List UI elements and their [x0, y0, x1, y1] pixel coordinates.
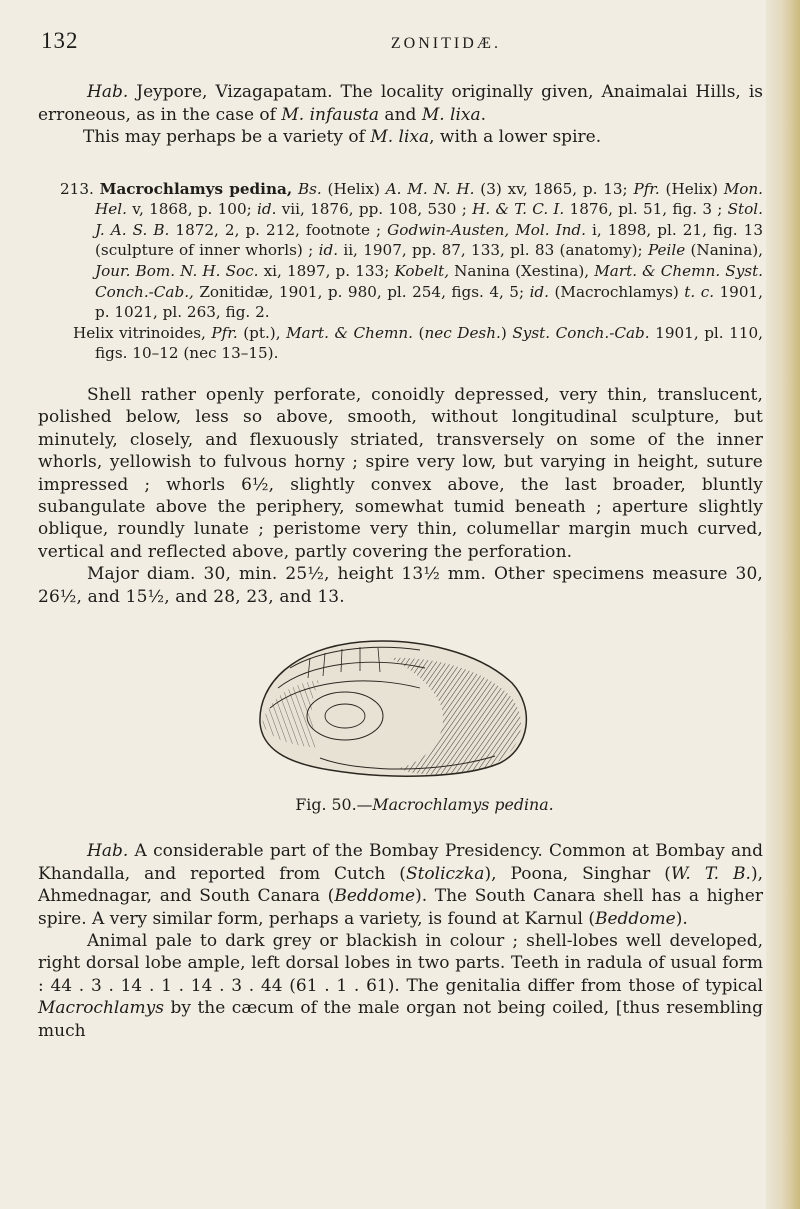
synonymy-text: 1876, pl. 51, fig. 3 ; — [564, 200, 728, 219]
habitat-text: ), Poona, Singhar ( — [484, 863, 671, 884]
habitat-paragraph-2 — [38, 840, 763, 930]
anatomy-text: Animal pale to dark grey or blackish in colour ; shell-lobes well developed, right dorsal lobe ample, left dorsal lobes in two parts. Teeth in radula of usual form : 44 . 3 . 14 . 1 . 14 . 3 . 44 (61 . 1 . 61). The genitalia differ from those of typical — [38, 931, 763, 996]
species-name: M. lixa — [370, 127, 430, 148]
book-page — [38, 30, 763, 1042]
habitat-paragraph — [38, 81, 763, 126]
habitat-italic: Stoliczka — [405, 863, 485, 884]
synonymy-text: Nanina (Xestina), — [449, 262, 595, 280]
note-text: , with a lower spire. — [429, 127, 602, 148]
synonymy-italic: H. & T. C. I. — [472, 200, 565, 219]
caption-species: Macrochlamys pedina. — [372, 795, 554, 815]
hab-text: . — [480, 104, 487, 125]
shell-engraving-icon — [250, 628, 540, 783]
species-heading: Macrochlamys pedina, — [99, 179, 293, 198]
synonymy-list — [95, 180, 763, 322]
synonymy-italic: id. — [529, 282, 549, 301]
synonymy-italic: Peile — [647, 241, 686, 260]
anatomy-italic: Macrochlamys — [38, 998, 164, 1019]
synonymy-italic: Jour. Bom. N. H. Soc. — [95, 262, 259, 280]
running-title: ZONITIDÆ. — [390, 35, 501, 52]
species-name: M. infausta — [281, 104, 380, 125]
hab-label: Hab. — [87, 841, 129, 862]
hab-text: and — [379, 104, 422, 125]
habitat-text: A considerable part of the Bombay Presidency. Common at Bombay and Khandalla, and reported from Cutch ( — [38, 841, 763, 884]
synonymy-helix — [38, 323, 763, 364]
synonymy-text: ii, 1907, pp. 87, 133, pl. 83 (anatomy); — [338, 241, 648, 260]
page-edge-shadow — [766, 0, 800, 1209]
note-text: This may perhaps be a variety of — [83, 127, 371, 148]
synonymy-italic: nec Desh. — [424, 323, 501, 342]
synonymy-text: 1872, 2, p. 212, footnote ; — [169, 220, 388, 239]
anatomy-text: by the cæcum of the male organ not being coiled, [thus resembling much — [38, 998, 763, 1041]
synonymy-italic: Pfr. — [633, 179, 660, 198]
synonymy-text: (pt.), — [237, 323, 287, 342]
synonymy-italic: Mart. & Chemn. Syst. Conch.-Cab., — [95, 262, 763, 301]
synonymy-text: (Macrochlamys) — [549, 282, 685, 301]
page-number: 132 — [41, 28, 79, 53]
hab-text: Jeypore, Vizagapatam. The locality originally given, Anaimalai Hills, is erroneous, as in the case of — [38, 82, 763, 125]
species-entry — [38, 179, 763, 323]
figure-caption — [86, 794, 763, 816]
synonymy-text: Zonitidæ, 1901, p. 980, pl. 254, figs. 4, 5; — [193, 282, 530, 301]
synonymy-text: i, 1898, pl. 21, fig. 13 (sculpture of inner whorls) ; — [95, 220, 764, 260]
synonymy-text: Helix vitrinoides, — [73, 323, 212, 342]
synonymy-italic: t. c. — [684, 282, 715, 301]
shell-description: Shell rather openly perforate, conoidly depressed, very thin, translucent, polished below, less so above, smooth, without longitudinal sculpture, but minutely, closely, and flexuously striated, transversely on some of the inner whorls, yellowish to fulvous horny ; spire very low, but varying in height, suture impressed ; whorls 6½, slightly convex above, the last broader, bluntly subangulate above the periphery, somewhat tumid beneath ; aperture slightly oblique, roundly lunate ; peristome very thin, columellar margin much curved, vertical and reflected above, partly covering the perforation. — [38, 384, 763, 562]
synonymy-italic: Kobelt, — [394, 262, 450, 280]
synonymy-text: ) — [500, 323, 513, 342]
synonymy-text: (Nanina), — [685, 241, 763, 260]
habitat-text: ). The South Canara shell has a higher spire. A very similar form, perhaps a variety, is found at Karnul ( — [38, 886, 763, 929]
hab-label: Hab. — [87, 82, 129, 103]
measurements: Major diam. 30, min. 25½, height 13½ mm. Other specimens measure 30, 26½, and 15½, and 28, 23, and 13. — [38, 564, 763, 607]
habitat-italic: Beddome — [334, 886, 416, 907]
entry-number: 213. — [60, 179, 94, 198]
synonymy-italic: Pfr. — [211, 323, 238, 342]
synonymy-text: v, 1868, p. 100; — [126, 200, 258, 219]
synonymy-italic: Godwin-Austen, Mol. Ind. — [387, 220, 586, 239]
synonymy-italic: id. — [318, 241, 339, 260]
anatomy-paragraph — [38, 930, 763, 1042]
habitat-italic: Beddome — [594, 908, 676, 929]
page-header — [38, 30, 763, 55]
synonymy-italic: Bs. — [297, 179, 322, 198]
synonymy-text: ( — [412, 323, 425, 342]
synonymy-text: vii, 1876, pp. 108, 530 ; — [276, 200, 473, 219]
figure — [38, 628, 763, 788]
habitat-text: ). — [675, 908, 688, 929]
synonymy-italic: Stol. J. A. S. B. — [95, 200, 763, 239]
habitat-text: ), Ahmednagar, and South Canara ( — [38, 863, 763, 907]
synonymy-italic: Mon. Hel. — [95, 179, 764, 219]
habitat-italic: W. T. B. — [670, 863, 751, 884]
variety-note — [38, 126, 763, 148]
caption-label: Fig. 50.— — [295, 795, 373, 815]
synonymy-text: 1901, p. 1021, pl. 263, fig. 2. — [95, 282, 764, 322]
synonymy-italic: Mart. & Chemn. — [286, 323, 413, 342]
synonymy-text: (3) xv, 1865, p. 13; — [474, 179, 634, 198]
synonymy-italic: Syst. Conch.-Cab. — [512, 323, 650, 342]
synonymy-text: (Helix) — [321, 179, 386, 198]
synonymy-italic: A. M. N. H. — [385, 179, 475, 198]
synonymy-text: 1901, pl. 110, figs. 10–12 (nec 13–15). — [95, 323, 763, 363]
synonymy-italic: id. — [257, 200, 277, 219]
synonymy-text: (Helix) — [659, 179, 724, 198]
synonymy-text: xi, 1897, p. 133; — [258, 262, 395, 280]
species-name: M. lixa — [421, 104, 481, 125]
